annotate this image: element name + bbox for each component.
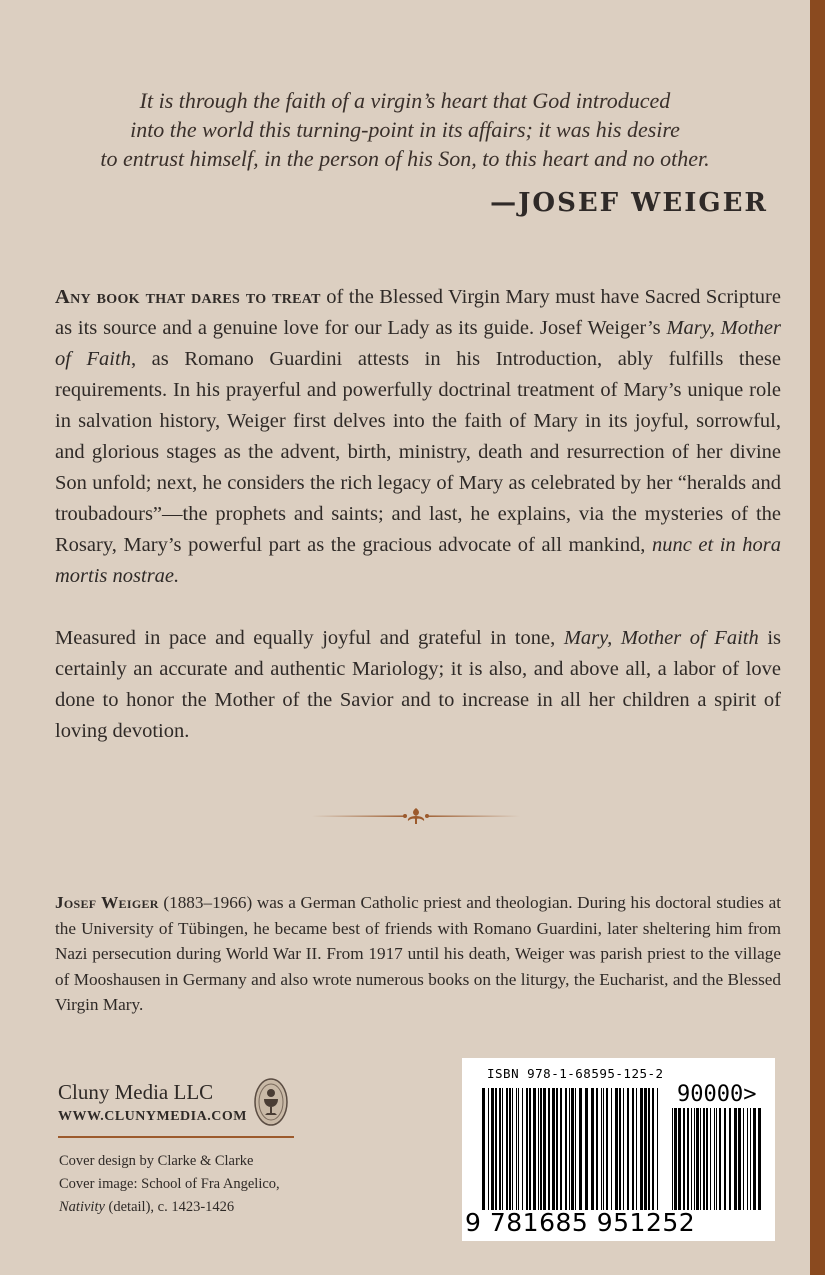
author-name: Josef Weiger xyxy=(55,893,159,912)
barcode-bar xyxy=(750,1108,751,1210)
barcode-bar xyxy=(591,1088,594,1210)
barcode-bar xyxy=(596,1088,598,1210)
publisher-block xyxy=(58,1080,247,1125)
barcode-bar xyxy=(585,1088,588,1210)
barcode-bar xyxy=(482,1088,485,1210)
barcode-bar xyxy=(516,1088,517,1210)
barcode-bar xyxy=(716,1108,717,1210)
barcode-bar xyxy=(644,1088,647,1210)
barcode-bar xyxy=(543,1088,546,1210)
barcode-bar xyxy=(627,1088,629,1210)
barcode-bar xyxy=(753,1108,756,1210)
publisher-name: Cluny Media LLC xyxy=(58,1080,214,1104)
barcode-bar xyxy=(526,1088,528,1210)
barcode-bar xyxy=(623,1088,624,1210)
text-run: (1883–1966) was a German Catholic priest and theologian. During his doctoral studies at the University of Tübingen, he became best of friends with Romano Guardini, later sheltering him from Nazi persecution during World War II. From 1917 until his death, Weiger was parish priest to the village of Mooshausen in Germany and also wrote numerous books on the liturgy, the Eucharist, and the Blessed Virgin Mary. xyxy=(55,893,781,1014)
barcode-bar xyxy=(556,1088,558,1210)
text-run: of the Blessed Virgin Mary must have Sacred Scripture as its source and a genuine love for our Lady as its guide. Josef Weiger’s xyxy=(55,286,781,339)
barcode-bar xyxy=(512,1088,513,1210)
addon-barcode-bars xyxy=(672,1108,764,1210)
book-title: Mary, Mother of Faith xyxy=(563,627,759,649)
ean13-barcode-bars xyxy=(482,1088,664,1210)
barcode-bar xyxy=(743,1108,744,1210)
barcode-bar xyxy=(603,1088,604,1210)
credit-line: Cover design by Clarke & Clarke xyxy=(59,1153,254,1169)
quote-attribution: —JOSEF WEIGER xyxy=(490,188,768,218)
author-bio xyxy=(55,890,781,1018)
barcode-bar xyxy=(522,1088,523,1210)
barcode-bar xyxy=(719,1108,721,1210)
barcode-bar xyxy=(491,1088,494,1210)
artwork-title: Nativity xyxy=(59,1199,105,1215)
barcode-bar xyxy=(538,1088,539,1210)
barcode-bar xyxy=(703,1108,705,1210)
barcode-bar xyxy=(575,1088,576,1210)
isbn-label: ISBN 978-1-68595-125-2 xyxy=(487,1066,664,1081)
barcode-bar xyxy=(640,1088,643,1210)
barcode-bar xyxy=(683,1108,685,1210)
barcode-bar xyxy=(674,1108,677,1210)
barcode-bar xyxy=(694,1108,695,1210)
barcode-bar xyxy=(571,1088,574,1210)
barcode-bar xyxy=(540,1088,542,1210)
barcode-bar xyxy=(700,1108,701,1210)
barcode-bar xyxy=(738,1108,741,1210)
price-code: 90000> xyxy=(677,1082,757,1107)
barcode-bar xyxy=(678,1108,681,1210)
barcode-bar xyxy=(499,1088,501,1210)
barcode-bar xyxy=(611,1088,612,1210)
barcode-bar xyxy=(619,1088,621,1210)
barcode-bar xyxy=(533,1088,536,1210)
barcode-bar xyxy=(729,1108,731,1210)
isbn-barcode xyxy=(462,1058,775,1241)
barcode-bar xyxy=(691,1108,692,1210)
credit-line xyxy=(59,1196,280,1219)
quote-line: It is through the faith of a virgin’s heart that God introduced xyxy=(139,88,671,113)
book-title: Mary, Mother of Faith xyxy=(55,317,782,370)
barcode-bar xyxy=(696,1108,699,1210)
barcode-bar xyxy=(579,1088,582,1210)
barcode-bar xyxy=(747,1108,748,1210)
publisher-rule xyxy=(58,1136,294,1138)
text-run: Measured in pace and equally joyful and grateful in tone, xyxy=(55,627,564,649)
barcode-bar xyxy=(529,1088,531,1210)
description-paragraph-1 xyxy=(55,282,781,592)
barcode-bar xyxy=(548,1088,550,1210)
barcode-bar xyxy=(706,1108,708,1210)
barcode-bar xyxy=(758,1108,761,1210)
spine-edge xyxy=(810,0,825,1275)
barcode-bar xyxy=(734,1108,737,1210)
barcode-bar xyxy=(615,1088,618,1210)
barcode-bar xyxy=(560,1088,562,1210)
barcode-bar xyxy=(488,1088,489,1210)
barcode-bar xyxy=(509,1088,511,1210)
barcode-bar xyxy=(672,1108,673,1210)
barcode-bar xyxy=(636,1088,637,1210)
credit-line: Cover image: School of Fra Angelico, xyxy=(59,1176,280,1192)
barcode-bar xyxy=(552,1088,555,1210)
barcode-bar xyxy=(565,1088,567,1210)
epigraph-quote xyxy=(40,86,770,173)
quote-line: to entrust himself, in the person of his Son, to this heart and no other. xyxy=(100,146,710,171)
chalice-seal-icon xyxy=(254,1078,288,1126)
description-paragraph-2 xyxy=(55,623,781,747)
barcode-bar xyxy=(710,1108,711,1210)
barcode-bar xyxy=(495,1088,497,1210)
lead-in: Any book that dares to treat xyxy=(55,286,321,308)
barcode-bar xyxy=(601,1088,602,1210)
text-run: , as Romano Guardini attests in his Introduction, ably fulfills these requirements. In his prayerful and powerfully doctrinal treatment of Mary’s unique role in salvation history, Weiger first delves into the faith of Mary in its joyful, sorrowful, and glorious stages as the advent, birth, ministry, death and resurrection of her divine Son unfold; next, he considers the rich legacy of Mary as celebrated by her “heralds and troubadours”—the prophets and saints; and last, he explains, via the mysteries of the Rosary, Mary’s powerful part as the gracious advocate of all mankind, xyxy=(55,348,781,556)
fleuron-divider-icon xyxy=(312,806,520,826)
barcode-bar xyxy=(687,1108,689,1210)
publisher-url: WWW.CLUNYMEDIA.COM xyxy=(58,1109,247,1124)
barcode-bar xyxy=(632,1088,634,1210)
barcode-bar xyxy=(648,1088,650,1210)
cover-credits xyxy=(59,1150,280,1219)
barcode-digits: 9 781685 951252 xyxy=(465,1208,696,1237)
quote-line: into the world this turning-point in its affairs; it was his desire xyxy=(130,117,680,142)
barcode-bar xyxy=(657,1088,658,1210)
text-run: (detail), c. 1423-1426 xyxy=(104,1199,235,1215)
barcode-bar xyxy=(724,1108,726,1210)
barcode-bar xyxy=(569,1088,570,1210)
barcode-bar xyxy=(518,1088,519,1210)
barcode-bar xyxy=(606,1088,608,1210)
text-run: is certainly an accurate and authentic Mariology; it is also, and above all, a labor of love done to honor the Mother of the Savior and to increase in all her children a spirit of loving devotion. xyxy=(55,627,781,742)
latin-phrase: nunc et in hora mortis nostrae. xyxy=(55,534,781,587)
barcode-bar xyxy=(502,1088,503,1210)
barcode-bar xyxy=(652,1088,654,1210)
barcode-bar xyxy=(506,1088,508,1210)
barcode-bar xyxy=(714,1108,715,1210)
